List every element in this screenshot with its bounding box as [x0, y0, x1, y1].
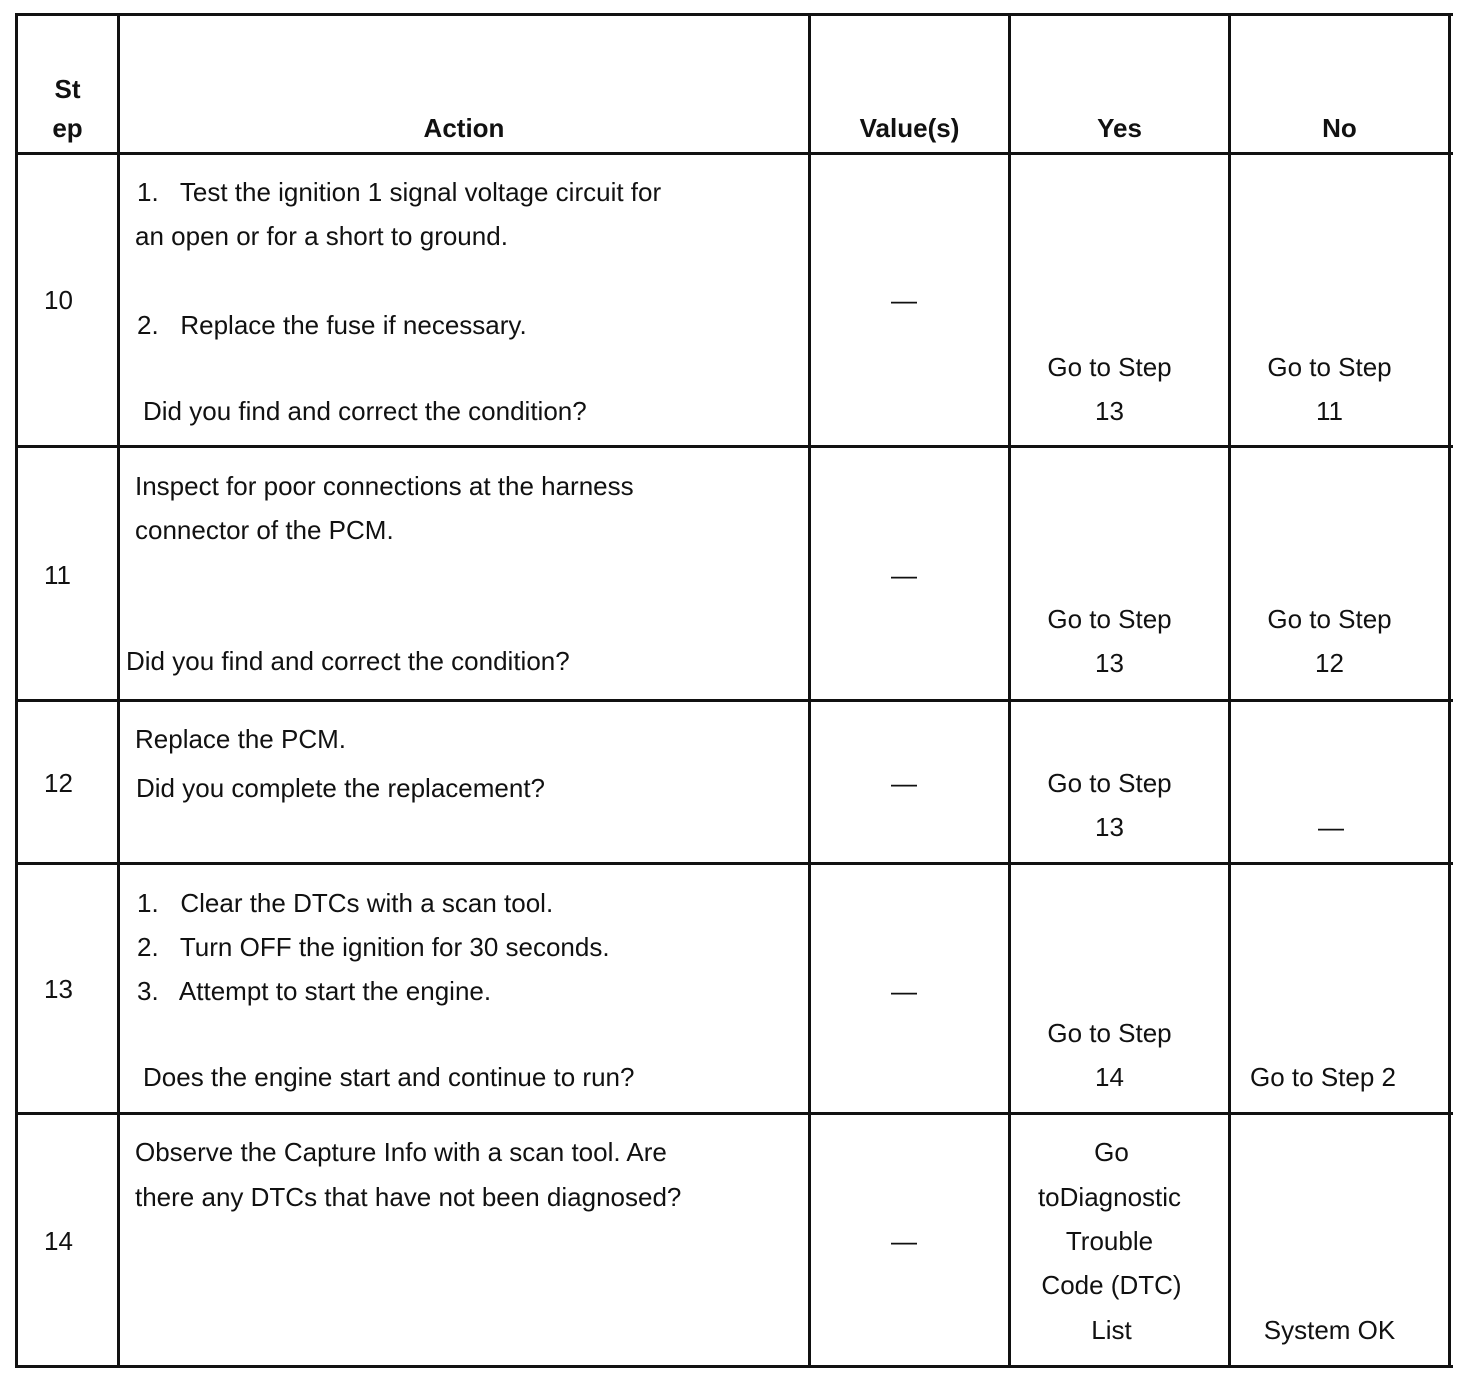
action-question: Did you find and correct the condition?: [126, 646, 570, 676]
header-values: Value(s): [859, 113, 960, 143]
value-cell: —: [891, 976, 917, 1006]
no-result: Go to Step 2: [1250, 1062, 1396, 1092]
column-divider: [808, 13, 811, 1368]
row-divider: [15, 699, 1453, 702]
header-yes: Yes: [1097, 113, 1142, 143]
action-line: connector of the PCM.: [135, 515, 394, 545]
yes-result: Go to Step: [1047, 768, 1172, 798]
yes-result: Go to Step: [1047, 352, 1172, 382]
action-line: 2. Replace the fuse if necessary.: [137, 310, 527, 340]
table-border-right: [1448, 13, 1451, 1368]
column-divider: [1228, 13, 1231, 1368]
action-line: 3. Attempt to start the engine.: [137, 976, 492, 1006]
action-question: Does the engine start and continue to run?: [143, 1062, 635, 1092]
yes-result-line: toDiagnostic: [1037, 1182, 1182, 1212]
column-divider: [117, 13, 120, 1368]
step-number: 14: [44, 1226, 73, 1256]
no-result-step: 12: [1315, 648, 1344, 678]
action-line: Observe the Capture Info with a scan tool. Are: [135, 1137, 667, 1167]
table-border-left: [15, 13, 18, 1368]
no-result-step: 11: [1316, 396, 1343, 426]
action-line: 2. Turn OFF the ignition for 30 seconds.: [137, 932, 610, 962]
header-step-line2: ep: [52, 113, 83, 143]
no-result: System OK: [1263, 1315, 1396, 1345]
header-divider: [15, 152, 1453, 155]
step-number: 10: [44, 285, 73, 315]
value-cell: —: [891, 560, 917, 590]
value-cell: —: [891, 285, 917, 315]
yes-result-step: 13: [1095, 396, 1124, 426]
yes-result-line: Go: [1094, 1137, 1129, 1167]
action-line: there any DTCs that have not been diagnosed?: [135, 1182, 682, 1212]
action-line: Replace the PCM.: [135, 724, 346, 754]
value-cell: —: [891, 1226, 917, 1256]
header-action: Action: [423, 113, 505, 143]
row-divider: [15, 1112, 1453, 1115]
yes-result-line: List: [1091, 1315, 1132, 1345]
no-result: Go to Step: [1267, 604, 1392, 634]
step-number: 11: [44, 560, 71, 590]
action-question: Did you find and correct the condition?: [143, 396, 587, 426]
action-line: 1. Test the ignition 1 signal voltage circuit for: [137, 177, 662, 207]
yes-result-step: 14: [1095, 1062, 1124, 1092]
table-border-top: [15, 13, 1453, 16]
action-line: Inspect for poor connections at the harness: [135, 471, 634, 501]
row-divider: [15, 862, 1453, 865]
yes-result-step: 13: [1095, 648, 1124, 678]
header-no: No: [1322, 113, 1357, 143]
yes-result: Go to Step: [1047, 604, 1172, 634]
yes-result-line: Trouble: [1065, 1226, 1154, 1256]
row-divider: [15, 445, 1453, 448]
action-line: 1. Clear the DTCs with a scan tool.: [137, 888, 554, 918]
action-line: an open or for a short to ground.: [135, 221, 508, 251]
value-cell: —: [891, 768, 917, 798]
yes-result-step: 13: [1095, 812, 1124, 842]
header-step-line1: St: [54, 74, 81, 104]
no-result: —: [1318, 812, 1344, 842]
yes-result-line: Code (DTC): [1041, 1270, 1182, 1300]
table-border-bottom: [15, 1365, 1453, 1368]
no-result: Go to Step: [1267, 352, 1392, 382]
step-number: 12: [44, 768, 73, 798]
yes-result: Go to Step: [1047, 1018, 1172, 1048]
step-number: 13: [44, 974, 73, 1004]
action-question: Did you complete the replacement?: [136, 773, 546, 803]
